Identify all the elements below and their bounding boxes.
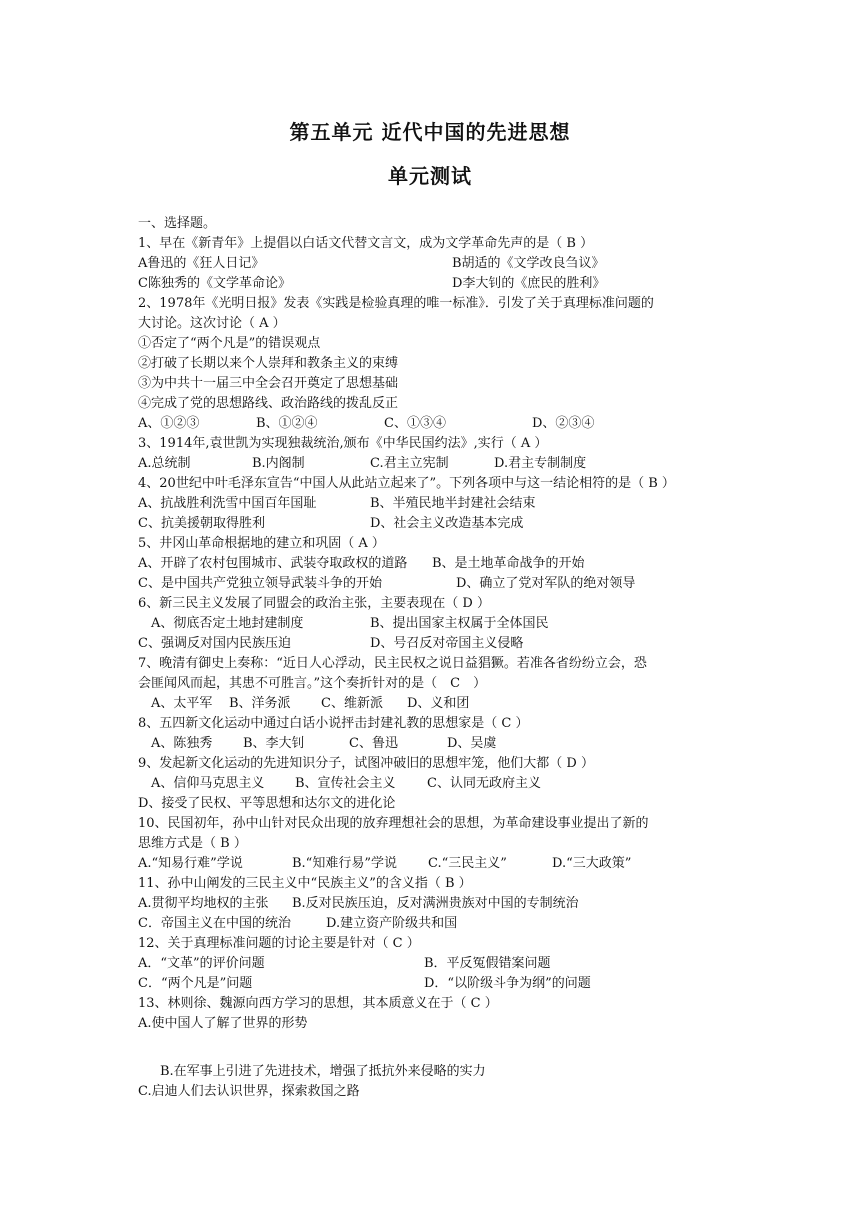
option-c: C陈独秀的《文学革命论》 xyxy=(138,276,291,291)
question-8-stem: 8、五四新文化运动中通过白话小说抨击封建礼教的思想家是（ C ） xyxy=(138,716,529,731)
question-9-options xyxy=(138,774,748,794)
option-c: C、①③④ xyxy=(384,416,446,431)
question-3-stem: 3、1914年,袁世凯为实现独裁统治,颁布《中华民国约法》,实行（ A ） xyxy=(138,436,548,451)
option-d: D、接受了民权、平等思想和达尔文的进化论 xyxy=(138,796,396,811)
question-1-options-row-1 xyxy=(138,254,748,274)
option-c: C．帝国主义在中国的统治 xyxy=(138,916,291,931)
option-a: A、开辟了农村包围城市、武装夺取政权的道路 xyxy=(138,556,408,571)
option-b: B．平反冤假错案问题 xyxy=(424,956,551,971)
option-b: B.在军事上引进了先进技术，增强了抵抗外来侵略的实力 xyxy=(160,1064,486,1079)
question-3-options xyxy=(138,454,748,474)
option-a: A、信仰马克思主义 xyxy=(151,776,265,791)
option-a: A鲁迅的《狂人日记》 xyxy=(138,256,265,271)
question-1-stem: 1、早在《新青年》上提倡以白话文代替文言文，成为文学革命先声的是（ B ） xyxy=(138,236,594,251)
question-8-options xyxy=(138,734,748,754)
question-6-options-row-1 xyxy=(138,614,748,634)
option-a: A、彻底否定土地封建制度 xyxy=(151,616,304,631)
option-c: C、认同无政府主义 xyxy=(427,776,541,791)
question-7-stem: 7、晚清有御史上奏称：“近日人心浮动，民主民权之说日益猖獗。若准各省纷纷立会，恐 xyxy=(138,656,647,671)
option-d: D、义和团 xyxy=(407,696,470,711)
question-2-stem-cont: 大讨论。这次讨论（ A ） xyxy=(138,316,286,331)
option-a: A.使中国人了解了世界的形势 xyxy=(138,1016,308,1031)
option-d: D李大钊的《庶民的胜利》 xyxy=(452,276,606,291)
option-d: D．“以阶级斗争为纲”的问题 xyxy=(424,976,591,991)
question-12-stem: 12、关于真理标准问题的讨论主要是针对（ C ） xyxy=(138,936,420,951)
option-c: C、是中国共产党独立领导武装斗争的开始 xyxy=(138,576,382,591)
option-a: A.贯彻平均地权的主张 xyxy=(138,896,269,911)
option-a: A、①②③ xyxy=(138,416,200,431)
option-d: D.“三大政策” xyxy=(552,856,632,871)
option-b: B.“知难行易”学说 xyxy=(292,856,397,871)
question-2-item: ③为中共十一届三中全会召开奠定了思想基础 xyxy=(138,376,399,391)
question-11-options-row-1 xyxy=(138,894,748,914)
option-c: C.启迪人们去认识世界，探索救国之路 xyxy=(138,1084,360,1099)
option-d: D、号召反对帝国主义侵略 xyxy=(370,636,524,651)
option-a: A.“知易行难”学说 xyxy=(138,856,243,871)
question-13-stem: 13、林则徐、魏源向西方学习的思想，其本质意义在于（ C ） xyxy=(138,996,498,1011)
option-a: A．“文革”的评价问题 xyxy=(138,956,265,971)
question-7-stem-cont: 会匪闻风而起，其患不可胜言。”这个奏折针对的是（ C ） xyxy=(138,676,487,691)
question-4-stem: 4、20世纪中叶毛泽东宣告“中国人从此站立起来了”。下列各项中与这一结论相符的是（ B ） xyxy=(138,476,675,491)
question-12-options-row-2 xyxy=(138,974,748,994)
option-d: D、吴虞 xyxy=(447,736,497,751)
question-10-stem-cont: 思维方式是（ B ） xyxy=(138,836,247,851)
option-b: B、宣传社会主义 xyxy=(295,776,396,791)
option-b: B、李大钊 xyxy=(243,736,305,751)
option-b: B、提出国家主权属于全体国民 xyxy=(370,616,549,631)
section-heading: 一、选择题。 xyxy=(138,216,217,231)
question-2-item: ④完成了党的思想路线、政治路线的拨乱反正 xyxy=(138,396,399,411)
option-c: C、维新派 xyxy=(321,696,383,711)
option-c: C、抗美援朝取得胜利 xyxy=(138,516,265,531)
option-b: B.反对民族压迫，反对满洲贵族对中国的专制统治 xyxy=(292,896,579,911)
question-11-stem: 11、孙中山阐发的三民主义中“民族主义”的含义指（ B ） xyxy=(138,876,472,891)
page-title: 第五单元 近代中国的先进思想 xyxy=(289,120,571,144)
option-d: D.君主专制制度 xyxy=(494,456,587,471)
question-list xyxy=(138,214,748,1102)
question-1-options-row-2 xyxy=(138,274,748,294)
option-c: C.“三民主义” xyxy=(428,856,507,871)
question-6-stem: 6、新三民主义发展了同盟会的政治主张，主要表现在（ D ） xyxy=(138,596,490,611)
option-c: C．“两个凡是”问题 xyxy=(138,976,253,991)
question-5-stem: 5、井冈山革命根据地的建立和巩固（ A ） xyxy=(138,536,385,551)
question-2-item: ①否定了“两个凡是”的错误观点 xyxy=(138,336,321,351)
option-b: B、是土地革命战争的开始 xyxy=(432,556,585,571)
question-2-options xyxy=(138,414,748,434)
question-2-item: ②打破了长期以来个人崇拜和教条主义的束缚 xyxy=(138,356,399,371)
question-5-options-row-1 xyxy=(138,554,748,574)
question-9-stem: 9、发起新文化运动的先进知识分子，试图冲破旧的思想牢笼，他们大都（ D ） xyxy=(138,756,594,771)
option-b: B、半殖民地半封建社会结束 xyxy=(370,496,536,511)
question-4-options-row-1 xyxy=(138,494,748,514)
option-c: C.君主立宪制 xyxy=(370,456,449,471)
option-d: D.建立资产阶级共和国 xyxy=(326,916,458,931)
option-b: B、洋务派 xyxy=(229,696,291,711)
question-2-stem: 2、1978年《光明日报》发表《实践是检验真理的唯一标准》．引发了关于真理标准问题的 xyxy=(138,296,654,311)
question-10-stem: 10、民国初年，孙中山针对民众出现的放弃理想社会的思想，为革命建设事业提出了新的 xyxy=(138,816,649,831)
question-7-options xyxy=(138,694,748,714)
option-d: D、②③④ xyxy=(532,416,595,431)
question-6-options-row-2 xyxy=(138,634,748,654)
option-b: B、①②④ xyxy=(256,416,318,431)
option-c: C、强调反对国内民族压迫 xyxy=(138,636,291,651)
option-b: B.内阁制 xyxy=(252,456,305,471)
option-a: A.总统制 xyxy=(138,456,191,471)
option-d: D、社会主义改造基本完成 xyxy=(370,516,524,531)
question-12-options-row-1 xyxy=(138,954,748,974)
option-a: A、抗战胜利洗雪中国百年国耻 xyxy=(138,496,317,511)
blank-gap xyxy=(138,1034,748,1062)
option-a: A、陈独秀 xyxy=(151,736,213,751)
option-a: A、太平军 xyxy=(151,696,213,711)
option-c: C、鲁迅 xyxy=(349,736,398,751)
page-subtitle: 单元测试 xyxy=(388,164,472,188)
question-4-options-row-2 xyxy=(138,514,748,534)
question-10-options xyxy=(138,854,748,874)
option-d: D、确立了党对军队的绝对领导 xyxy=(456,576,636,591)
option-b: B胡适的《文学改良刍议》 xyxy=(452,256,605,271)
question-11-options-row-2 xyxy=(138,914,748,934)
question-5-options-row-2 xyxy=(138,574,748,594)
